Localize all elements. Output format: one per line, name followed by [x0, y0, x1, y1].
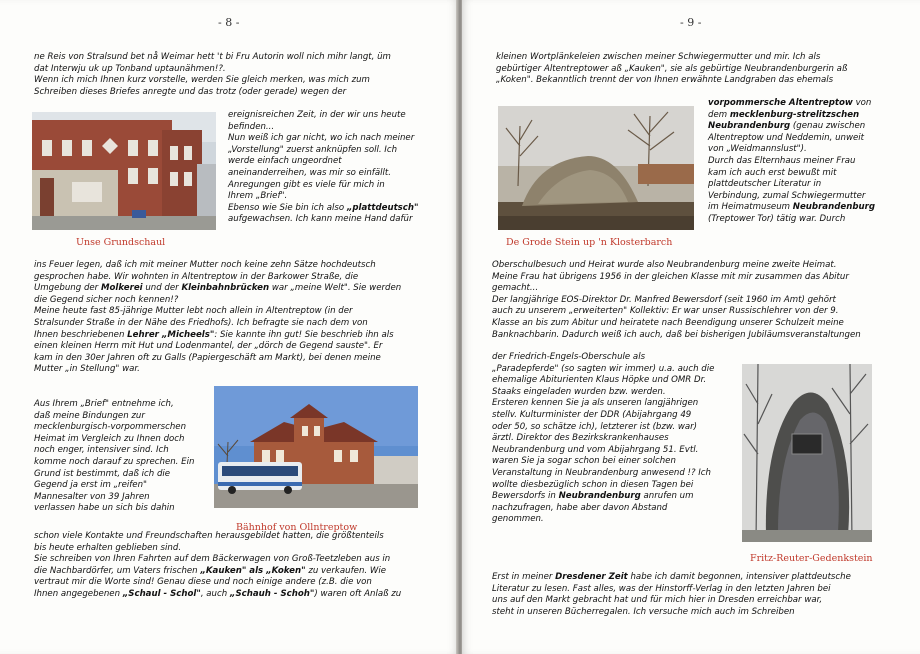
right-bottom-text: Erst in meiner Dresdener Zeit habe ich damit begonnen, intensiver plattdeutsche Literatur zu lesen. Fast alles, was der Hinstorff-Verlag in den letzten Jahren bei uns auf den Markt gebracht hat und für mich hier in Dresden erreichbar war, steht in unseren Bücherregalen. Ich versuche mich auch im Schreiben [492, 572, 851, 617]
right-beside-photo4: der Friedrich-Engels-Oberschule als „Paradepferde" (so sagten wir immer) u.a. auch die ehemalige Abiturienten Klaus Höpke und OMR Dr. Staaks eingeladen wurden bzw. werden. Ersteren kennen Sie ja als unseren langjährigen stellv. Kulturminister der DDR (Abijahrgang 49 oder 50, so schätze ich), letzterer ist (bzw. war) ärztl. Direktor des Bezirkskrankenhauses Neubrandenburg und vom Abijahrgang 51. Evtl. waren Sie ja sogar schon bei einer solchen Veranstaltung in Neubrandenburg anwesend !? Ich wollte diesbezüglich schon in diesen Tagen bei Bewersdorfs in Neubrandenburg anrufen um nachzufragen, habe aber davon Abstand genommen. [492, 352, 715, 525]
left-bottom-text: schon viele Kontakte und Freundschaften herausgebildet hatten, die größtenteils bis heute erhalten geblieben sind. Sie schreiben von Ihren Fahrten auf dem Bäckerwagen von Groß-Teetzleben aus in die Nachbardörfer, um Vaters frischen „Kauken" als „Koken" zu verkaufen. Wie vertraut mir die Worte sind! Genau diese und noch einige andere (z.B. die von Ihnen angegebenen „Schaul - Schol", auch „Schauh - Schoh") waren oft Anlaß zu [34, 531, 402, 599]
page-number-right: - 9 - [680, 16, 702, 29]
left-beside-photo1: ereignisreichen Zeit, in der wir uns heute befinden... Nun weiß ich gar nicht, wo ich nach meiner „Vorstellung" zuerst anknüpfen soll. Ich werde einfach ungeordnet aneinanderreihen, was mir so einfällt. Anregungen gibt es viele für mich in Ihrem „Brief". Ebenso wie Sie bin ich also „plattdeutsch" aufgewachsen. Ich kann meine Hand dafür [228, 110, 419, 225]
caption-grundschule: Unse Grundschaul [76, 237, 166, 248]
caption-grode-stein: De Grode Stein up 'n Klosterbarch [506, 237, 673, 248]
photo-grundschule [32, 112, 216, 230]
left-beside-photo2: Aus Ihrem „Brief" entnehme ich, daß meine Bindungen zur mecklenburgisch-vorpommerschen Heimat im Vergleich zu Ihnen doch noch enger, intensiver sind. Ich komme noch darauf zu sprechen. Ein Grund ist bestimmt, daß ich die Gegend ja erst im „reifen" Mannesalter von 39 Jahren verlassen habe un sich bis dahin [34, 399, 195, 514]
left-main-text: ins Feuer legen, daß ich mit meiner Mutter noch keine zehn Sätze hochdeutsch gesprochen habe. Wir wohnten in Altentreptow in der Barkower Straße, die Umgebung der Molkerei und der Kleinbahnbrücken war „meine Welt". Sie werden die Gegend sicher noch kennen!? Meine heute fast 85-jährige Mutter lebt noch allein in Altentreptow (in der Stralsunder Straße in der Nähe des Friedhofs). Ich befragte sie nach dem von Ihnen beschriebenen Lehrer „Micheels": Sie kannte ihn gut! Sie beschrieb ihn als einen kleinen Herrn mit Hut und Lodenmantel, der „dörch de Gegend sauste". Er kam in den 30er Jahren oft zu Galls (Papiergeschäft am Markt), bei denen meine Mutter „in Stellung" war. [34, 260, 402, 375]
right-main-text: Oberschulbesuch und Heirat wurde also Neubrandenburg meine zweite Heimat. Meine Frau hat übrigens 1956 in der gleichen Klasse mit mir zusammen das Abitur gemacht... Der langjährige EOS-Direktor Dr. Manfred Bewersdorf (seit 1960 im Amt) gehört auch zu unserem „erweiterten" Kollektiv: Er war unser Russischlehrer von der 9. Klasse an bis zum Abitur und heiratete nach Beendigung unserer Schulzeit meine Banknachbarin. Dadurch weiß ich auch, daß bei bisherigen Jubiläumsveranstaltungen [492, 260, 861, 340]
page-left [0, 0, 458, 654]
right-top-text: kleinen Wortplänkeleien zwischen meiner Schwiegermutter und mir. Ich als gebürtiger Altentreptower aß „Kauken", sie als gebürtige Neubrandenburgerin aß „Koken". Bekanntlich trennt der von Ihnen erwähnte Landgraben das ehemals [496, 52, 848, 86]
photo-reuter-stein [742, 364, 872, 542]
page-number-left: - 8 - [218, 16, 240, 29]
caption-reuter-stein: Fritz-Reuter-Gedenkstein [750, 553, 873, 564]
photo-bahnhof [214, 386, 418, 508]
page-right [462, 0, 920, 654]
caption-bahnhof: Bähnhof von Ollntreptow [236, 522, 358, 533]
photo-grode-stein [498, 106, 694, 230]
left-top-text: ne Reis von Stralsund bet nå Weimar hett 't bi Fru Autorin woll nich mihr langt, üm dat Interwju uk up Tonband uptaunähmen!?. Wenn ich mich Ihnen kurz vorstelle, werden Sie gleich merken, was mich zum Schreiben dieses Briefes anregte und das trotz (oder gerade) wegen der [34, 52, 391, 97]
right-beside-photo3: vorpommersche Altentreptow von dem mecklenburg-strelitzschen Neubrandenburg (genau zwischen Altentreptow und Neddemin, unweit von „Weidmannslust"). Durch das Elternhaus meiner Frau kam ich auch erst bewußt mit plattdeutscher Literatur in Verbindung, zumal Schwiegermutter im Heimatmuseum Neubrandenburg (Treptower Tor) tätig war. Durch [708, 98, 875, 224]
